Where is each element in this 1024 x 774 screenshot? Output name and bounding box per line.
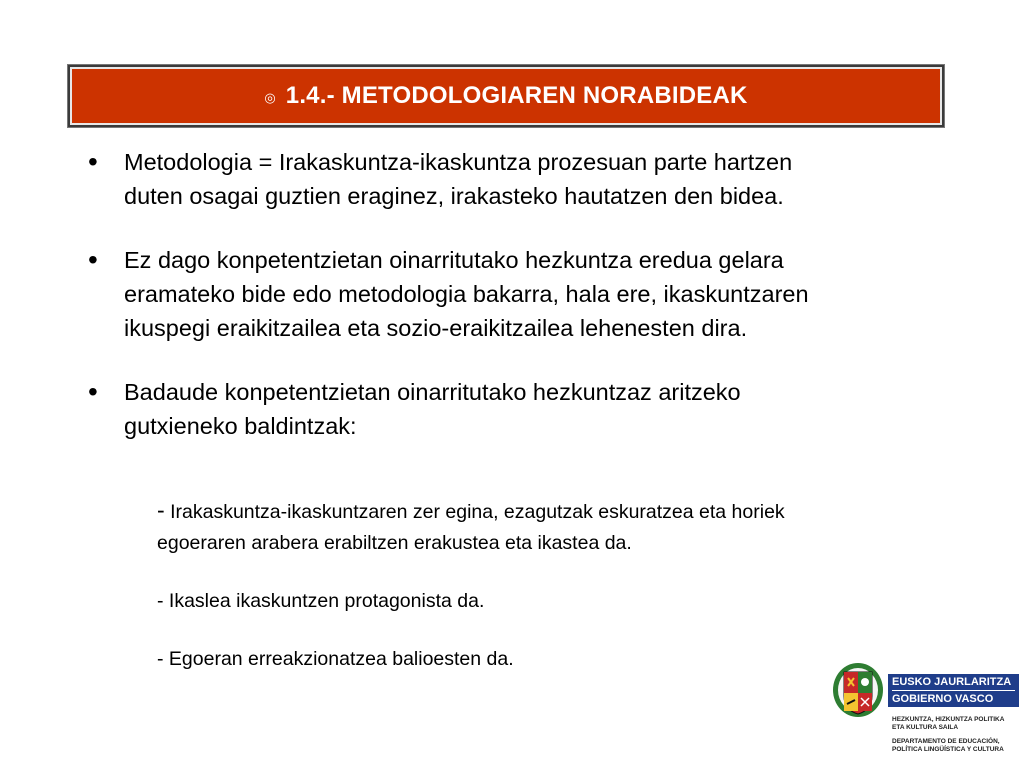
department-line: ETA KULTURA SAILA	[892, 723, 959, 731]
department-line: HEZKUNTZA, HIZKUNTZA POLITIKA	[892, 716, 1005, 723]
bullet-line: Metodologia = Irakaskuntza-ikaskuntza prozesuan parte hartzen	[124, 149, 793, 175]
sub-line: - Egoeran erreakzionatzea balioesten da.	[157, 648, 514, 670]
title-banner	[68, 65, 944, 127]
target-icon: ◎	[264, 90, 276, 105]
bullet-dot-icon: •	[88, 146, 98, 177]
coat-of-arms-icon	[832, 662, 884, 718]
department-eu	[892, 716, 1020, 731]
sub-text: Irakaskuntza-ikaskuntzaren zer egina, ezagutzak eskuratzea eta horiek	[164, 501, 785, 523]
government-name-es: GOBIERNO VASCO	[892, 693, 994, 705]
sub-item-1	[157, 495, 957, 559]
government-name-box	[888, 674, 1019, 707]
department-es	[892, 738, 1020, 753]
sub-item-2	[157, 586, 957, 617]
bullet-item-2	[88, 243, 968, 345]
department-line: DEPARTAMENTO DE EDUCACIÓN,	[892, 738, 1000, 745]
government-logo	[832, 662, 1018, 762]
department-line: POLÍTICA LINGÜÍSTICA Y CULTURA	[892, 745, 1004, 753]
sub-line: egoeraren arabera erabiltzen erakustea eta ikastea da.	[157, 532, 632, 554]
bullet-line: Badaude konpetentzietan oinarritutako hezkuntzaz aritzeko	[124, 379, 741, 405]
bullet-line: ikuspegi eraikitzailea eta sozio-eraikitzailea lehenesten dira.	[124, 315, 748, 341]
bullet-list	[88, 145, 968, 473]
government-name-eu: EUSKO JAURLARITZA	[892, 676, 1012, 688]
bullet-item-1	[88, 145, 968, 213]
bullet-line: eramateko bide edo metodologia bakarra, hala ere, ikaskuntzaren	[124, 281, 809, 307]
bullet-dot-icon: •	[88, 244, 98, 275]
bullet-line: gutxieneko baldintzak:	[124, 413, 357, 439]
bullet-line: Ez dago konpetentzietan oinarritutako hezkuntza eredua gelara	[124, 247, 784, 273]
bullet-dot-icon: •	[88, 376, 98, 407]
dash: -	[157, 497, 165, 523]
sub-line: - Ikaslea ikaskuntzen protagonista da.	[157, 590, 485, 612]
page-title: 1.4.- METODOLOGIAREN NORABIDEAK	[285, 82, 748, 109]
bullet-line: duten osagai guztien eraginez, irakasteko hautatzen den bidea.	[124, 183, 784, 209]
sub-line	[157, 495, 957, 528]
bullet-item-3	[88, 375, 968, 443]
divider	[892, 690, 1015, 691]
